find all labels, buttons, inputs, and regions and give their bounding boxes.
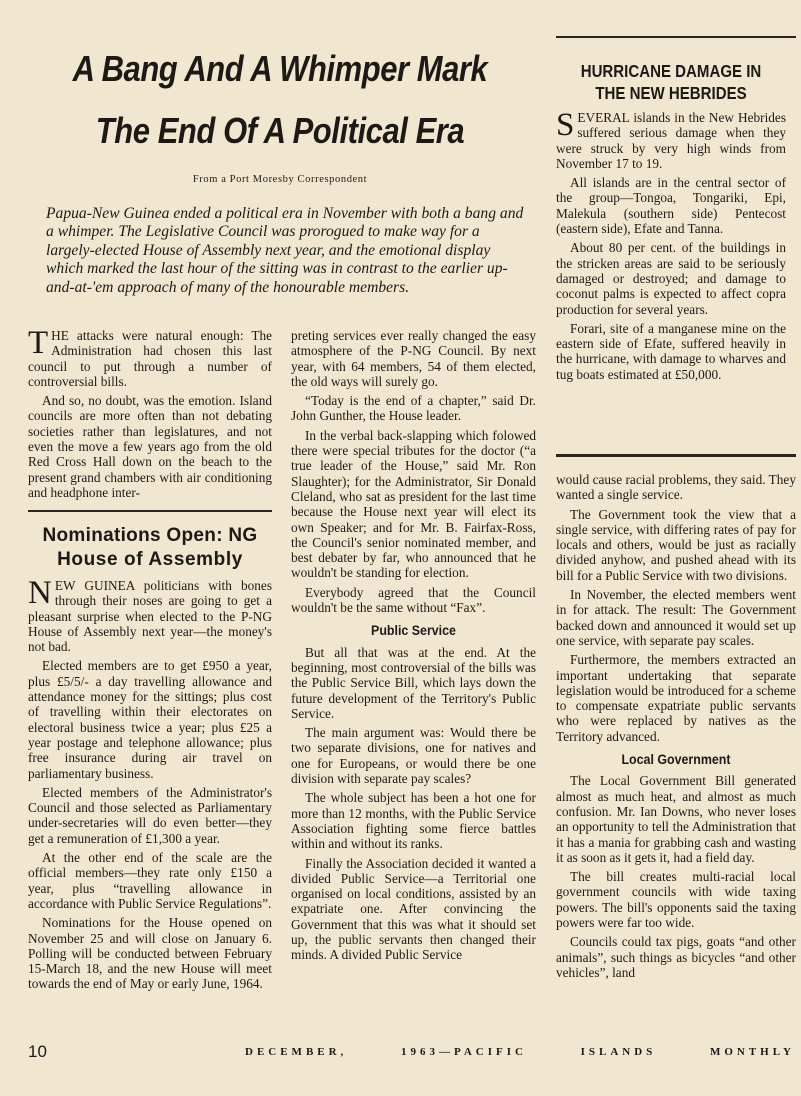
paragraph: In the verbal back-slapping which folowed there were special tributes for the doctor (“a true leader of the House,” said Mr. Ron Slaughter); for the Administrator, Sir Donald Cleland, who sat as president for the last time because the House next year will elect its own Speaker; and for Mr. B. Fairfax-Ross, the Council's senior nominated member, and best debater by far, who announced that he wouldn't be standing for election. [291,427,536,581]
hurricane-title-line-1: HURRICANE DAMAGE IN [580,61,762,81]
subhead-public-service: Public Service [371,623,456,639]
paragraph: Councils could tax pigs, goats “and other animals”, such things as bicycles “and other vehicles”, land [556,934,796,980]
paragraph: But all that was at the end. At the beginning, most controversial of the bills was the Public Service Bill, which lays down the future development of the Territory's Public Service. [291,644,536,721]
hurricane-bottom-rule [556,454,796,457]
hurricane-top-rule [556,36,796,38]
paragraph: Nominations for the House opened on November 25 and will close on January 6. Polling will be conducted between February 15-March 18, and the new House will meet towards the end of May or early June, 1964. [28,915,272,992]
paragraph: The main argument was: Would there be two separate divisions, one for natives and one for Europeans, or would there be one division with separate pay scales? [291,725,536,787]
running-title: DECEMBER, 1963—PACIFIC ISLANDS MONTHLY [245,1046,795,1058]
paragraph: About 80 per cent. of the buildings in the stricken areas are said to be seriously damaged or destroyed; and damage to coconut palms is expected to affect copra production for several years. [556,240,786,317]
paragraph: Elected members are to get £950 a year, plus £5/5/- a day travelling allowance and attendance money for the sittings; plus cost of travelling within their electorates on electoral business twice a year; plus £25 a year postage and telephone allowance; plus free insurance during air travel on parliamentary business. [28,658,272,781]
paragraph: In November, the elected members went in for attack. The result: The Government backed down and announced it would set up one service, with separate pay scales. [556,587,796,648]
page-number: 10 [28,1042,47,1061]
paragraph: preting services ever really changed the easy atmosphere of the P-NG Council. By next year, with 64 members, 54 of them elected, the old ways will surely go. [291,328,536,389]
nominations-title-line-1: Nominations Open: NG [42,525,258,546]
headline-line-1: A Bang And A Whimper Mark [72,48,488,89]
nominations-top-rule [28,510,272,512]
main-article-col-1 [28,325,272,504]
paragraph: The Local Government Bill generated almost as much heat, and almost as much confusion. Mr. Ian Downs, who never loses an opportunity to tell the Administration that it has a mania for grabbing cash and wasting it as soon as it gets it, had a field day. [556,773,796,865]
paragraph: At the other end of the scale are the official members—they rate only £150 a year, plus “travelling allowance in accordance with Public Service Regulations”. [28,850,272,911]
subhead-local-government: Local Government [621,752,731,768]
nominations-title-line-2: House of Assembly [57,549,243,570]
paragraph: “Today is the end of a chapter,” said Dr. John Gunther, the House leader. [291,393,536,424]
paragraph [28,575,272,655]
headline-line-2: The End Of A Political Era [95,110,465,151]
drop-cap: N [28,575,52,611]
standfirst: Papua-New Guinea ended a political era in November with both a bang and a whimper. The Legislative Council was prorogued to make way for a largely-elected House of Assembly next year, and the emotional display which marked the last hour of the sitting was in contrast to the earlier up-and-at-'em approach of many of the honourable members. [46,205,524,296]
paragraph: All islands are in the central sector of the group—Tongoa, Tongariki, Epi, Malekula (southern side) Pentecost (eastern side), Efate and Tanna. [556,175,786,237]
main-article-col-3 [556,472,796,984]
paragraph: Forari, site of a manganese mine on the eastern side of Efate, suffered heavily in the hurricane, with damage to wharves and tug boats estimated at £50,000. [556,320,786,382]
drop-cap: T [28,325,49,361]
paragraph: would cause racial problems, they said. They wanted a single service. [556,472,796,503]
paragraph [556,107,786,171]
byline: From a Port Moresby Correspondent [192,174,368,185]
paragraph: Elected members of the Administrator's Council and those selected as Parliamentary under-secretaries will do even better—they get a remuneration of £1,300 a year. [28,784,272,846]
nominations-box [28,524,272,996]
main-article-col-2 [291,328,536,967]
drop-cap: S [556,107,575,143]
paragraph: And so, no doubt, was the emotion. Island councils are more often than not debating societies rather than legislatures, and not even the move a few years ago from the old Red Cross Hall down on the beach to the present grand chambers with air conditioning and headphone inter- [28,393,272,500]
paragraph-text: HE attacks were natural enough: The Administration had chosen this last council to put through a number of controversial bills. [28,328,272,389]
paragraph: The Government took the view that a single service, with differing rates of pay for locals and others, would be just as racially divided anyhow, and pushed ahead with its bill for a Public Service with two divisions. [556,506,796,583]
paragraph: The bill creates multi-racial local government councils with wide taxing powers. The bill's opponents said the taxing powers were far too wide. [556,869,796,931]
paragraph [28,325,272,389]
hurricane-box [556,60,786,386]
paragraph: Everybody agreed that the Council wouldn't be the same without “Fax”. [291,584,536,616]
hurricane-title-line-2: THE NEW HEBRIDES [595,83,747,103]
paragraph: The whole subject has been a hot one for more than 12 months, with the Public Service Association fighting some fierce battles within and without its ranks. [291,790,536,852]
paragraph: Furthermore, the members extracted an important undertaking that separate legislation would be introduced for a scheme to compensate expatriate public servants who were replaced by natives as the Territory advanced. [556,652,796,744]
paragraph: Finally the Association decided it wanted a divided Public Service—a Territorial one organised on local conditions, assisted by an expatriate one. After convincing the Government that this was what it should set up, the public servants then changed their minds. A divided Public Service [291,855,536,963]
paragraph-text: EW GUINEA politicians with bones through their noses are going to get a pleasant surprise when elected to the P-NG House of Assembly next year—the money's not bad. [28,578,272,655]
paragraph-text: EVERAL islands in the New Hebrides suffered serious damage when they were struck by very high winds from November 17 to 19. [556,110,786,171]
